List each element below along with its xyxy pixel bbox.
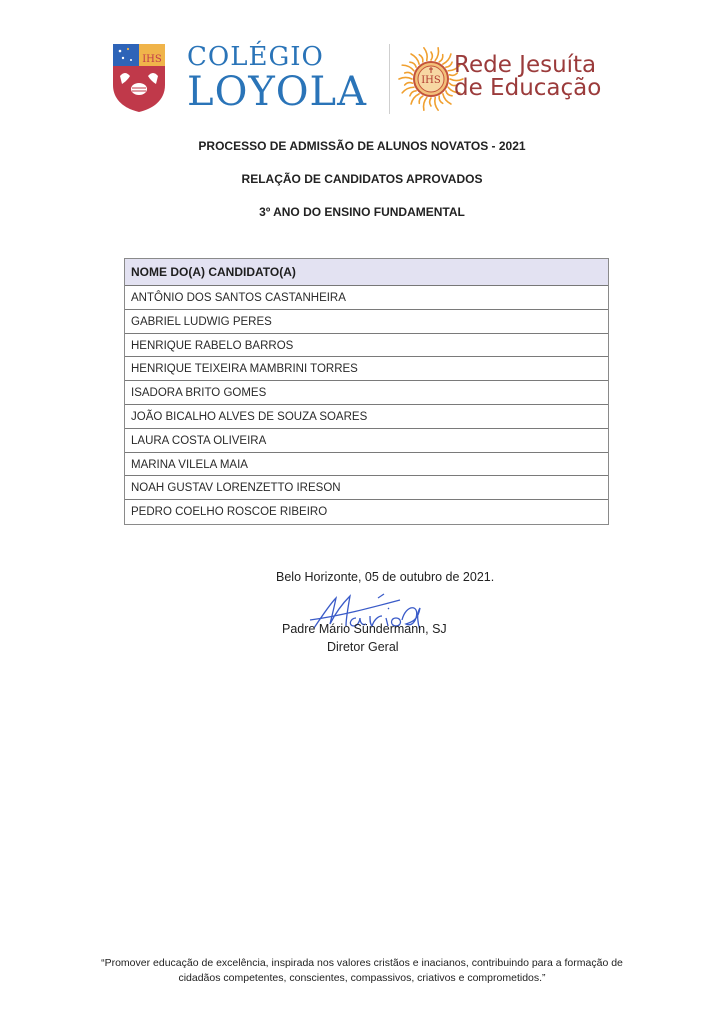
sun-ray [419, 96, 423, 103]
mission-line-2: cidadãos competentes, conscientes, compassivos, criativos e comprometidos.” [178, 972, 546, 984]
table-header: NOME DO(A) CANDIDATO(A) [125, 259, 608, 286]
table-row: JOÃO BICALHO ALVES DE SOUZA SOARES [125, 405, 608, 429]
signatory-role: Diretor Geral [327, 640, 399, 654]
sun-ray [439, 55, 443, 62]
grade-title: 3º ANO DO ENSINO FUNDAMENTAL [259, 205, 465, 219]
network-name [454, 54, 601, 100]
shield-monogram: IHS [142, 54, 162, 65]
signatory-name: Padre Mário Sündermann, SJ [282, 622, 447, 636]
sun-ray [402, 65, 414, 71]
sun-ray [443, 54, 451, 64]
sun-ray [424, 98, 427, 111]
table-row: ANTÔNIO DOS SANTOS CASTANHEIRA [125, 286, 608, 310]
network-name-line2: de Educação [454, 75, 602, 101]
network-name-line1: Rede Jesuíta [454, 52, 597, 78]
date-line: Belo Horizonte, 05 de outubro de 2021. [276, 570, 495, 584]
sun-ray [446, 62, 452, 67]
table-row: PEDRO COELHO ROSCOE RIBEIRO [131, 506, 328, 519]
table-row: HENRIQUE RABELO BARROS [125, 334, 608, 358]
sun-ray [431, 52, 432, 60]
table-row: HENRIQUE TEIXEIRA MAMBRINI TORRES [125, 357, 608, 381]
college-name-line1: COLÉGIO [187, 42, 324, 72]
sun-ray [405, 83, 413, 85]
table-row: NOAH GUSTAV LORENZETTO IRESON [125, 476, 608, 500]
sun-ray [410, 91, 416, 96]
sun-ray [435, 48, 438, 61]
process-title: PROCESSO DE ADMISSÃO DE ALUNOS NOVATOS - 2021 [198, 139, 526, 153]
table-row: GABRIEL LUDWIG PERES [125, 310, 608, 334]
sun-ray [399, 77, 412, 79]
table-row: ISADORA BRITO GOMES [125, 381, 608, 405]
document-titles [0, 140, 724, 239]
sun-ray [405, 72, 413, 74]
approved-candidates-table [124, 258, 609, 525]
mission-statement [0, 956, 724, 986]
letterhead [110, 40, 630, 120]
sun-ray [419, 55, 423, 62]
sun-ray [439, 96, 443, 103]
mission-line-1: “Promover educação de excelência, inspirada nos valores cristãos e inacianos, contribuindo para a formação de [101, 957, 623, 969]
sun-ray [430, 98, 431, 106]
sun-ray [411, 94, 419, 104]
college-name-line2: LOYOLA [187, 69, 368, 115]
sun-ray [446, 91, 452, 96]
college-name [187, 40, 368, 115]
sun-monogram: IHS [421, 75, 441, 86]
table-row: MARINA VILELA MAIA [125, 453, 608, 477]
logo-divider [389, 44, 390, 114]
college-shield-logo [112, 43, 166, 113]
sun-ray [424, 48, 427, 61]
list-title: RELAÇÃO DE CANDIDATOS APROVADOS [241, 172, 483, 186]
sun-ray [435, 98, 438, 111]
sun-ray [410, 62, 416, 67]
table-row: LAURA COSTA OLIVEIRA [125, 429, 608, 453]
